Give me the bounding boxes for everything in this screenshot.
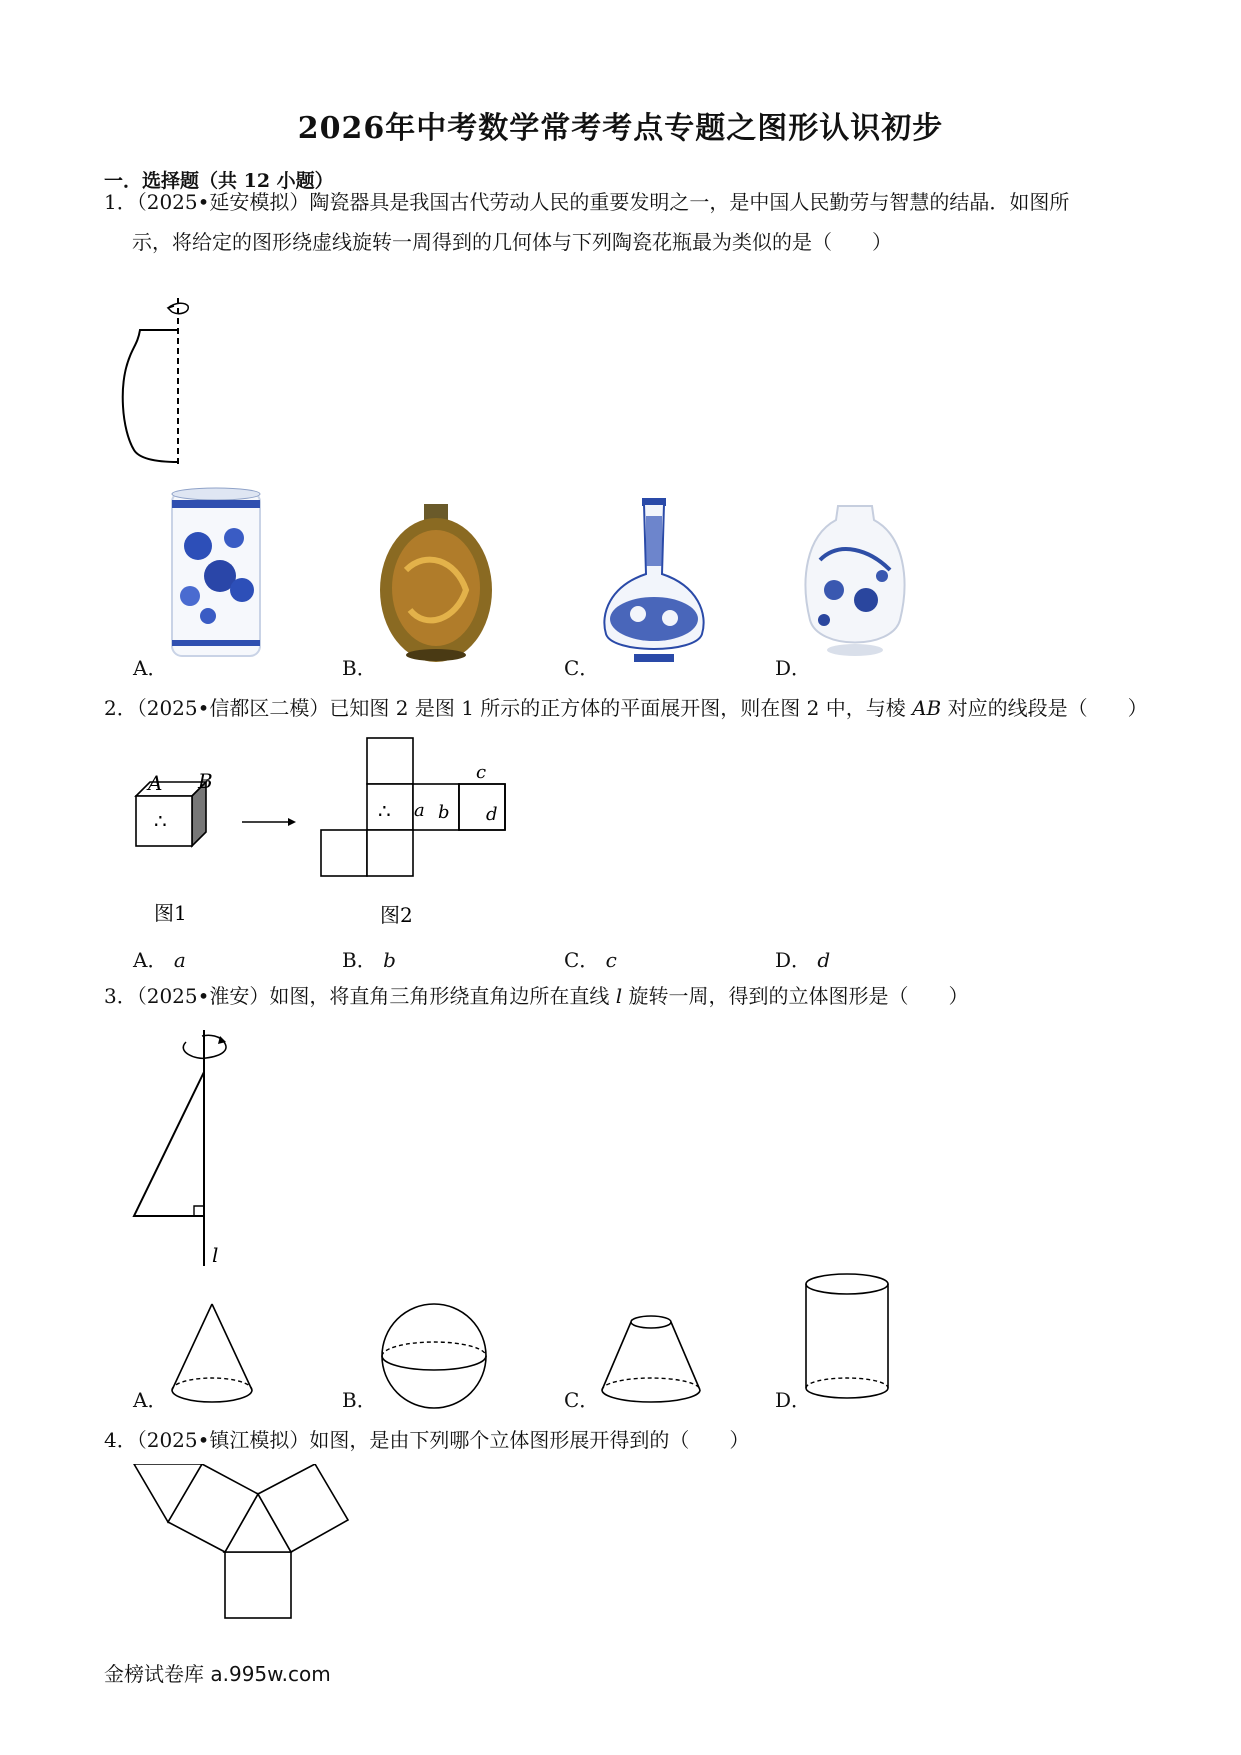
question-2-line-1: 2．（2025•信都区二模）已知图 2 是图 1 所示的正方体的平面展开图，则在图 2 中，与棱 AB 对应的线段是（ ）: [104, 696, 1148, 720]
q3-option-c[interactable]: C．: [564, 1388, 600, 1412]
right-triangle-figure: [126, 1022, 246, 1272]
q2-option-d[interactable]: D． d: [775, 948, 831, 972]
fig2-caption: 图2: [380, 903, 413, 927]
label-l: l: [212, 1243, 219, 1267]
vase-profile-figure: [120, 290, 210, 470]
net-square-bottom: [225, 1552, 291, 1618]
footer-watermark: 金榜试卷库 a.995w.com: [104, 1662, 331, 1686]
page-title: 2026年中考数学常考考点专题之图形认识初步: [297, 111, 944, 146]
q1-option-b[interactable]: B．: [342, 656, 377, 680]
frustum-figure: [598, 1312, 704, 1408]
cone-figure: [166, 1300, 258, 1410]
cube-dots: ∴: [154, 809, 167, 833]
vase-cylinder-image: [168, 486, 268, 662]
section-heading: 一．选择题（共 12 小题）: [104, 170, 334, 192]
fig1-caption: 图1: [154, 901, 187, 925]
q1-option-d[interactable]: D．: [775, 656, 812, 680]
right-triangle: [134, 1072, 204, 1216]
label-A: A: [148, 771, 163, 795]
triangular-prism-net-figure: [130, 1464, 360, 1640]
q1-option-c[interactable]: C．: [564, 656, 600, 680]
q1-option-a[interactable]: A．: [133, 656, 168, 680]
cube-net-figure: [128, 730, 528, 930]
cylinder-figure: [802, 1270, 892, 1406]
sphere-figure: [378, 1300, 490, 1416]
question-1-line-2: 示，将给定的图形绕虚线旋转一周得到的几何体与下列陶瓷花瓶最为类似的是（ ）: [132, 230, 892, 254]
q3-option-a[interactable]: A．: [133, 1388, 168, 1412]
label-d: d: [486, 804, 498, 825]
q2-option-b[interactable]: B． b: [342, 948, 396, 972]
label-B: B: [198, 769, 213, 793]
label-a: a: [414, 800, 425, 821]
question-1-line-1: 1．（2025•延安模拟）陶瓷器具是我国古代劳动人民的重要发明之一，是中国人民勤劳与智慧的结晶．如图所: [104, 190, 1070, 214]
vase-ovoid-image: [800, 500, 910, 664]
label-c: c: [476, 762, 487, 783]
q3-option-b[interactable]: B．: [342, 1388, 377, 1412]
question-3-line-1: 3．（2025•淮安）如图，将直角三角形绕直角边所在直线 l 旋转一周，得到的立体图形是（ ）: [104, 984, 969, 1008]
q2-option-a[interactable]: A． a: [133, 948, 186, 972]
vase-outline: [123, 330, 178, 462]
q3-option-d[interactable]: D．: [775, 1388, 812, 1412]
right-angle-mark: [194, 1206, 204, 1216]
vase-round-image: [376, 500, 496, 664]
vase-long-neck-image: [598, 494, 710, 666]
label-b: b: [438, 802, 450, 823]
q2-option-c[interactable]: C． c: [564, 948, 617, 972]
net-dots: ∴: [378, 799, 391, 823]
question-4-line-1: 4．（2025•镇江模拟）如图，是由下列哪个立体图形展开得到的（ ）: [104, 1428, 750, 1452]
